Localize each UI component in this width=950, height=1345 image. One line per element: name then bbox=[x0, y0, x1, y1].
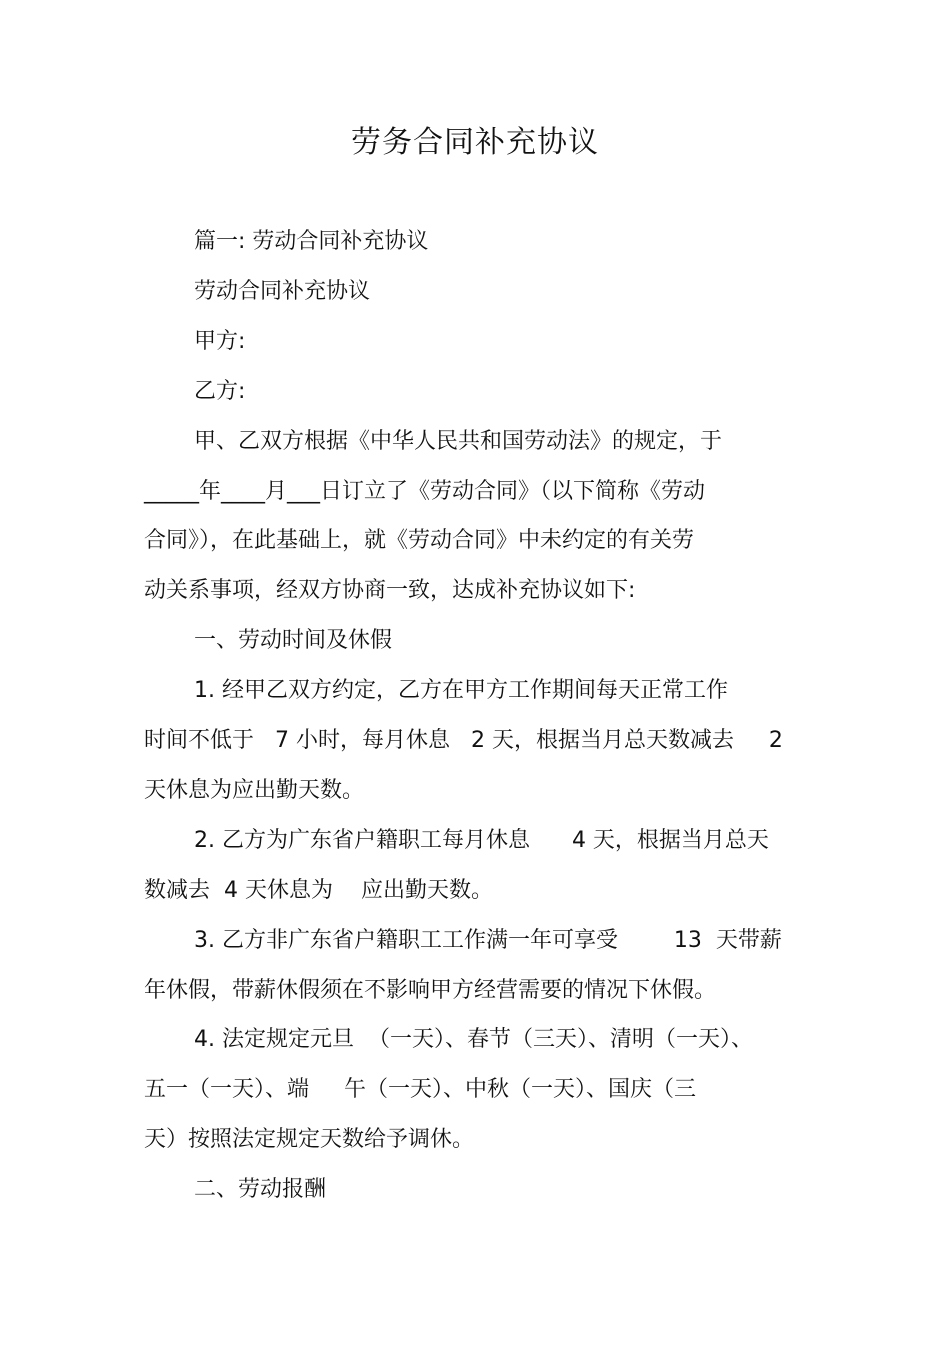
clause-line: 数减去 4 天休息为 应出勤天数。 bbox=[144, 878, 493, 903]
paragraph-line: 合同》），在此基础上，就《劳动合同》中未约定的有关劳 bbox=[144, 528, 695, 553]
party-b-label: 乙方: bbox=[194, 379, 246, 404]
clause-line: 五一（一天）、端 午（一天）、中秋（一天）、国庆（三 bbox=[144, 1077, 696, 1102]
clause-line: 1. 经甲乙双方约定，乙方在甲方工作期间每天正常工作 bbox=[194, 678, 728, 703]
clause-line: 2. 乙方为广东省户籍职工每月休息 4 天，根据当月总天 bbox=[194, 828, 769, 853]
clause-line: 年休假，带薪休假须在不影响甲方经营需要的情况下休假。 bbox=[144, 978, 717, 1003]
party-a-label: 甲方: bbox=[194, 329, 246, 354]
clause-line: 3. 乙方非广东省户籍职工工作满一年可享受 13 天带薪 bbox=[194, 928, 782, 953]
clause-line: 天）按照法定规定天数给予调休。 bbox=[144, 1127, 475, 1152]
section-heading: 一、劳动时间及休假 bbox=[194, 628, 393, 653]
clause-line: 时间不低于 7 小时，每月休息 2 天，根据当月总天数减去 2 bbox=[144, 728, 783, 753]
paragraph-line: 动关系事项，经双方协商一致，达成补充协议如下: bbox=[144, 578, 636, 603]
clause-line: 4. 法定规定元旦 （一天）、春节（三天）、清明（一天）、 bbox=[194, 1027, 753, 1052]
paragraph-line: 甲、乙双方根据《中华人民共和国劳动法》的规定，于 bbox=[194, 429, 723, 454]
agreement-subtitle: 劳动合同补充协议 bbox=[194, 279, 371, 304]
section-heading: 二、劳动报酬 bbox=[194, 1177, 327, 1202]
clause-line: 天休息为应出勤天数。 bbox=[144, 778, 365, 803]
document-title: 劳务合同补充协议 bbox=[351, 125, 599, 160]
paragraph-line: _____年____月___日订立了《劳动合同》（以下简称《劳动 bbox=[144, 479, 706, 504]
section-heading-part-one: 篇一: 劳动合同补充协议 bbox=[194, 229, 429, 254]
